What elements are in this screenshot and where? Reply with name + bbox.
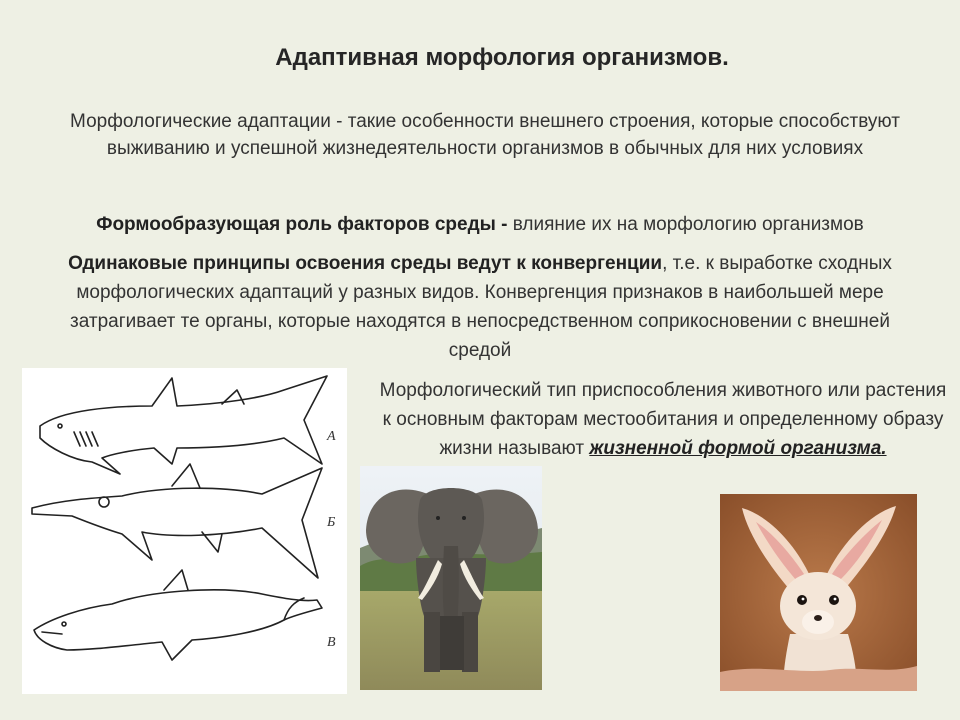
ichthyosaur-drawing <box>32 464 322 578</box>
elephant-photo <box>360 466 542 690</box>
figure-label-c: В <box>327 635 336 650</box>
life-form-term: жизненной формой организма. <box>589 438 887 459</box>
shark-drawing <box>40 376 327 474</box>
dolphin-drawing <box>34 570 322 660</box>
figure-label-a: А <box>327 429 336 444</box>
slide-title: Адаптивная морфология организмов. <box>275 44 729 71</box>
convergence-figure <box>22 368 347 694</box>
convergence-paragraph <box>50 249 910 365</box>
life-form-text: Морфологический тип приспособления животного или растения к основным факторам местообитания и определенному образу жизни называют <box>379 380 947 459</box>
convergence-text: , т.е. к выработке сходных морфологических адаптаций у разных видов. Конвергенция признаков в наибольшей мере затрагивает те органы, которые находятся в непосредственном соприкосновении с внешней средой <box>70 253 892 361</box>
convergence-term: Одинаковые принципы освоения среды ведут к конвергенции <box>68 253 663 274</box>
environment-role-text: влияние их на морфологию организмов <box>507 214 864 235</box>
environment-role-paragraph <box>0 211 960 238</box>
figure-label-b: Б <box>327 515 336 530</box>
definition-paragraph: Морфологические адаптации - такие особенности внешнего строения, которые способствуют выживанию и успешной жизнедеятельности организмов в обычных для них условиях <box>70 111 900 159</box>
life-form-paragraph <box>378 376 948 463</box>
fennec-fox-photo <box>720 494 917 691</box>
environment-role-term: Формообразующая роль факторов среды - <box>96 214 508 235</box>
